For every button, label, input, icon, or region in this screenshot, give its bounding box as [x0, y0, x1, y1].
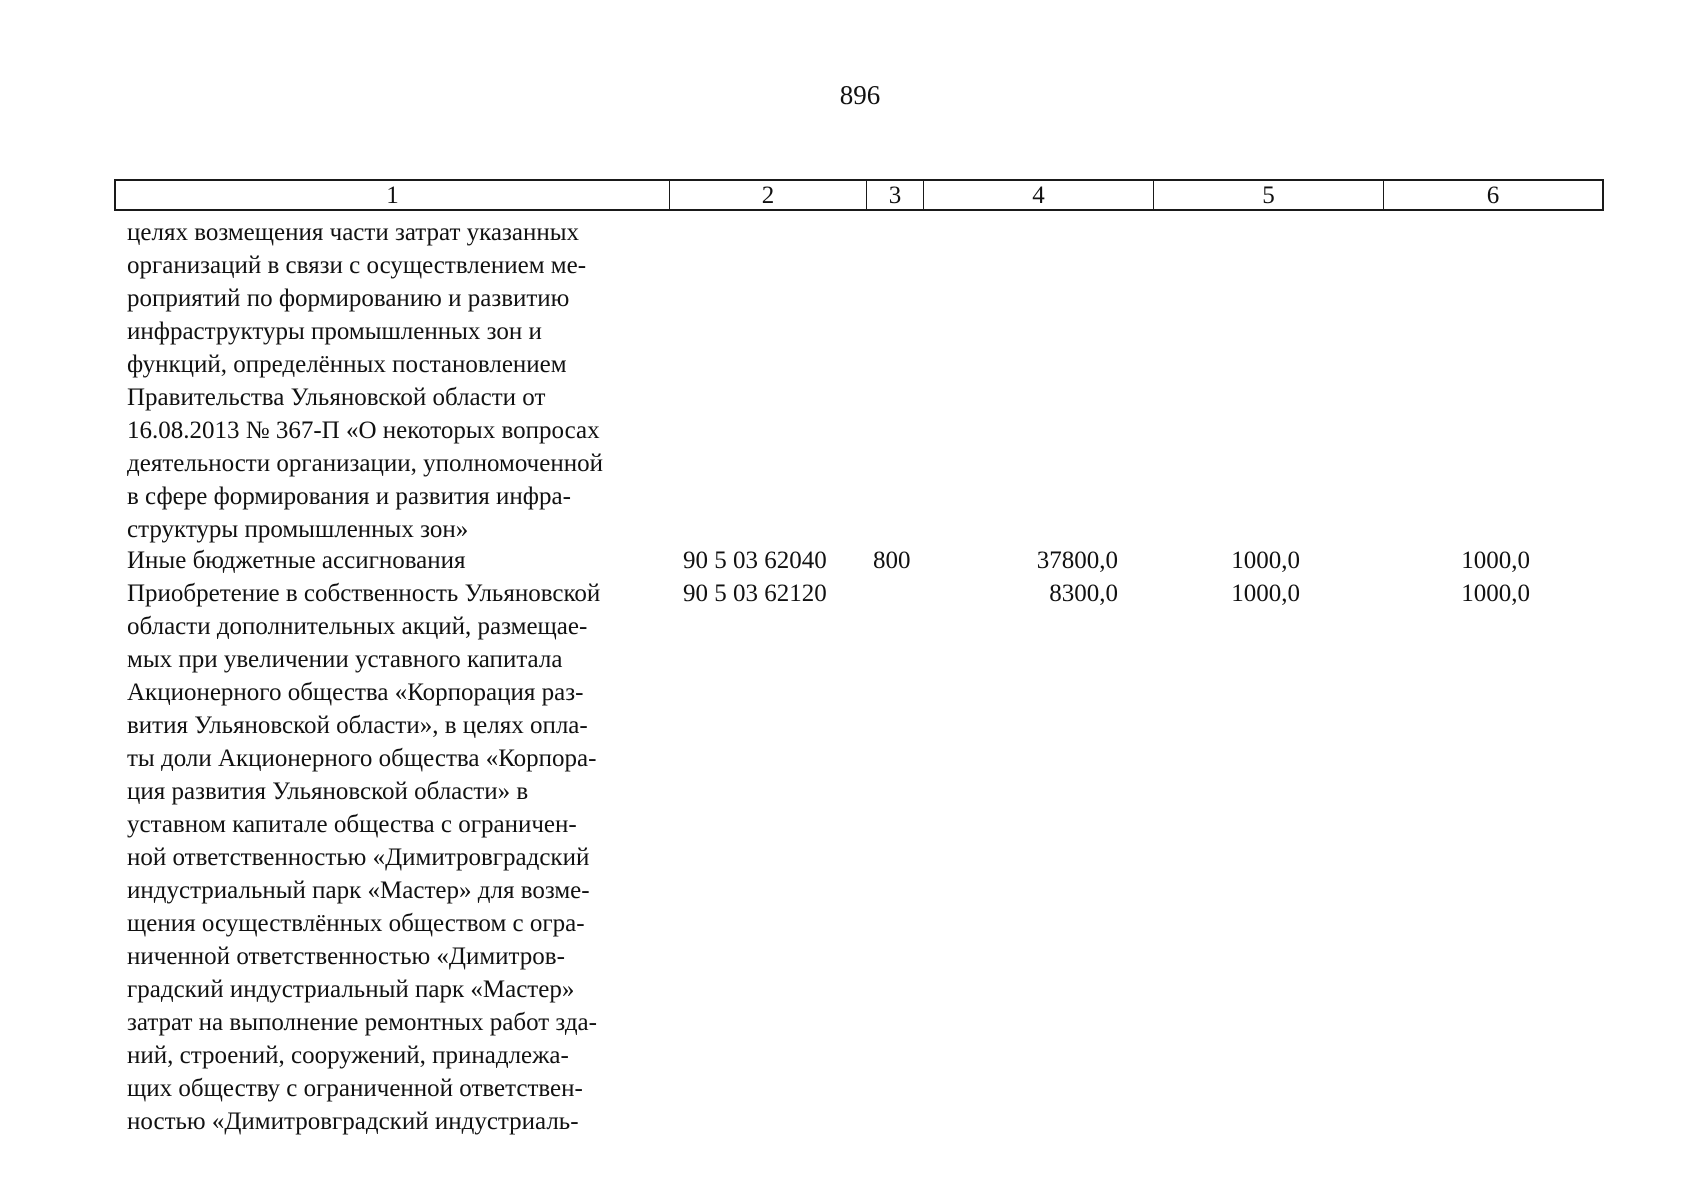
- column-header-2: 2: [670, 181, 867, 209]
- text-line: ной ответственностью «Димитровградский: [127, 844, 590, 871]
- cell-value-col5: 1000,0: [1231, 580, 1300, 607]
- text-line: 16.08.2013 № 367-П «О некоторых вопросах: [127, 417, 600, 444]
- text-line: в сфере формирования и развития инфра-: [127, 483, 571, 510]
- cell-expense-type: 800: [873, 547, 911, 574]
- text-line: Иные бюджетные ассигнования: [127, 547, 466, 574]
- column-header-1: 1: [116, 181, 670, 209]
- text-line: вития Ульяновской области», в целях опла-: [127, 712, 588, 739]
- cell-value-col4: 8300,0: [1049, 580, 1118, 607]
- text-line: Приобретение в собственность Ульяновской: [127, 580, 601, 607]
- text-line: щения осуществлённых обществом с огра-: [127, 910, 585, 937]
- text-line: индустриальный парк «Мастер» для возме-: [127, 877, 590, 904]
- column-header-4: 4: [924, 181, 1154, 209]
- text-line: Правительства Ульяновской области от: [127, 384, 546, 411]
- text-line: ний, строений, сооружений, принадлежа-: [127, 1042, 569, 1069]
- text-line: ция развития Ульяновской области» в: [127, 778, 529, 805]
- text-line: ниченной ответственностью «Димитров-: [127, 943, 565, 970]
- text-line: инфраструктуры промышленных зон и: [127, 318, 542, 345]
- cell-value-col6: 1000,0: [1461, 547, 1530, 574]
- text-line: щих обществу с ограниченной ответствен-: [127, 1075, 583, 1102]
- column-header-3: 3: [867, 181, 924, 209]
- table-header: [114, 179, 1604, 211]
- text-line: градский индустриальный парк «Мастер»: [127, 976, 575, 1003]
- cell-value-col4: 37800,0: [1036, 547, 1118, 574]
- cell-value-col5: 1000,0: [1231, 547, 1300, 574]
- text-line: функций, определённых постановлением: [127, 351, 567, 378]
- row-description-continuation: [127, 216, 658, 546]
- text-line: организаций в связи с осуществлением ме-: [127, 252, 587, 279]
- text-line: структуры промышленных зон»: [127, 516, 469, 543]
- column-header-5: 5: [1154, 181, 1384, 209]
- cell-code: 90 5 03 62040: [683, 547, 827, 574]
- text-line: деятельности организации, уполномоченной: [127, 450, 603, 477]
- text-line: области дополнительных акций, размещае-: [127, 613, 588, 640]
- text-line: ностью «Димитровградский индустриаль-: [127, 1108, 579, 1135]
- text-line: целях возмещения части затрат указанных: [127, 219, 580, 246]
- text-line: Акционерного общества «Корпорация раз-: [127, 679, 584, 706]
- column-header-6: 6: [1486, 182, 1500, 209]
- row-description-acquisition: [127, 577, 658, 1138]
- text-line: затрат на выполнение ремонтных работ зда-: [127, 1009, 597, 1036]
- page-number: 896: [839, 80, 881, 110]
- cell-code: 90 5 03 62120: [683, 580, 827, 607]
- text-line: мых при увеличении уставного капитала: [127, 646, 563, 673]
- row-description-other: [127, 544, 658, 577]
- text-line: ты доли Акционерного общества «Корпора-: [127, 745, 597, 772]
- text-line: роприятий по формированию и развитию: [127, 285, 570, 312]
- cell-value-col6: 1000,0: [1461, 580, 1530, 607]
- text-line: уставном капитале общества с ограничен-: [127, 811, 577, 838]
